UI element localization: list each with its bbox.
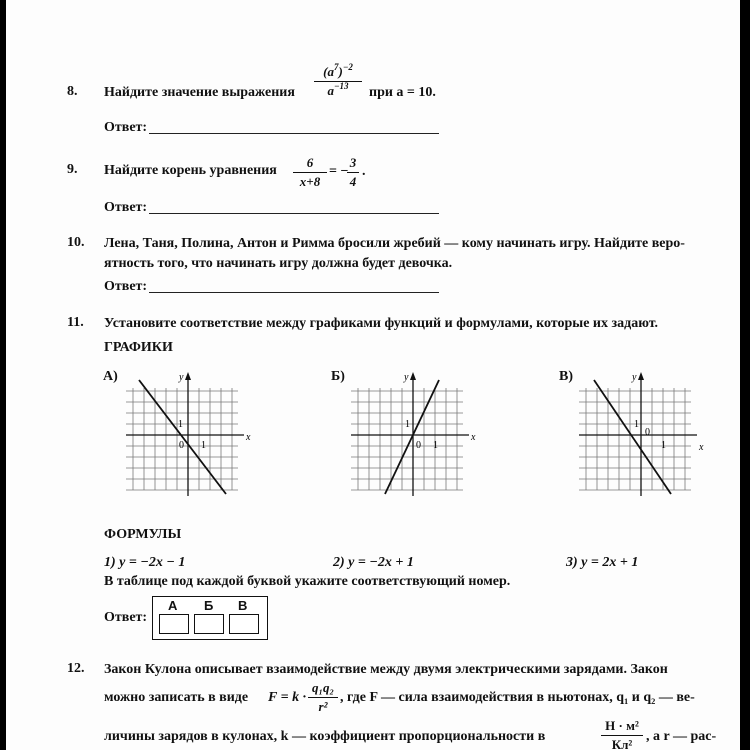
q10-line2: ятность того, что начинать игру должна будет девочка. [104,256,453,271]
graph-c-label: В) [559,369,573,384]
graph-c [579,368,707,498]
q12-formula-lhs: F = k · [268,690,307,705]
q9-tail: . [362,164,366,179]
q9-number: 9. [67,162,78,177]
graph-c-x-tick: 1 [661,440,666,451]
worksheet-page [6,0,740,750]
q12-formula-fraction: q₁q₂ r² [308,680,338,715]
q11-answer-label: Ответ: [104,610,148,625]
graph-b-x-tick: 1 [433,440,438,451]
q9-answer-field[interactable] [149,213,439,214]
graph-a-y-label: y [179,372,184,383]
answer-cell-b[interactable] [194,614,224,634]
formula-1: 1) y = −2x − 1 [104,555,186,570]
graph-b-y-label: y [404,372,409,383]
graph-c-origin: 0 [645,427,650,438]
graph-b-label: Б) [331,369,345,384]
q8-expression: $(a^7)^{-2}$ $a^{-13}$ [314,64,362,99]
q8-tail: при a = 10. [369,85,436,100]
q8-text: Найдите значение выражения [104,85,295,100]
q11-answer-table [152,596,268,640]
graph-b-y-tick: 1 [405,419,410,430]
q12-line3-end: , а r — рас- [646,729,717,744]
answer-col-b-header: Б [204,598,214,613]
q12-unit-fraction: Н · м² Кл² [601,718,643,750]
graphs-heading: ГРАФИКИ [104,340,173,355]
answer-cell-c[interactable] [229,614,259,634]
q9-fraction-right: 3 4 [347,155,359,190]
graph-a-label: А) [103,369,118,384]
q8-number: 8. [67,84,78,99]
q9-answer-label: Ответ: [104,200,148,215]
q12-line2-start: можно записать в виде [104,690,249,705]
q12-number: 12. [67,661,85,676]
graph-c-x-label: x [699,442,704,453]
graph-b-x-label: x [471,432,476,443]
graph-a-y-tick: 1 [178,419,183,430]
q11-number: 11. [67,315,84,330]
answer-col-a-header: А [168,598,178,613]
q8-answer-label: Ответ: [104,120,148,135]
q10-number: 10. [67,235,85,250]
q10-line1: Лена, Таня, Полина, Антон и Римма бросили жребий — кому начинать игру. Найдите веро- [104,236,685,251]
q9-text: Найдите корень уравнения [104,163,277,178]
graph-c-y-label: y [632,372,637,383]
formula-3: 3) y = 2x + 1 [566,555,639,570]
q12-line3-start: личины зарядов в кулонах, k — коэффициент пропорциональности в [104,729,546,744]
q9-fraction-left: 6 x+8 [293,155,327,190]
q12-line1: Закон Кулона описывает взаимодействие между двумя электрическими зарядами. Закон [104,662,668,677]
formulas-heading: ФОРМУЛЫ [104,527,182,542]
q10-answer-label: Ответ: [104,279,148,294]
graph-a-x-tick: 1 [201,440,206,451]
graph-a-origin: 0 [179,440,184,451]
graph-b [351,368,479,498]
answer-col-c-header: В [238,598,248,613]
graph-a-x-label: x [246,432,251,443]
q12-line2-end: , где F — сила взаимодействия в ньютонах, q₁ и q₂ — ве- [340,690,695,705]
graph-b-origin: 0 [416,440,421,451]
q10-answer-field[interactable] [149,292,439,293]
formula-2: 2) y = −2x + 1 [333,555,414,570]
q11-instruction: В таблице под каждой буквой укажите соответствующий номер. [104,574,511,589]
q8-answer-field[interactable] [149,133,439,134]
graph-a [126,368,254,498]
graph-c-y-tick: 1 [634,419,639,430]
q11-text: Установите соответствие между графиками функций и формулами, которые их задают. [104,316,659,331]
answer-cell-a[interactable] [159,614,189,634]
q9-equals: = − [329,164,349,179]
